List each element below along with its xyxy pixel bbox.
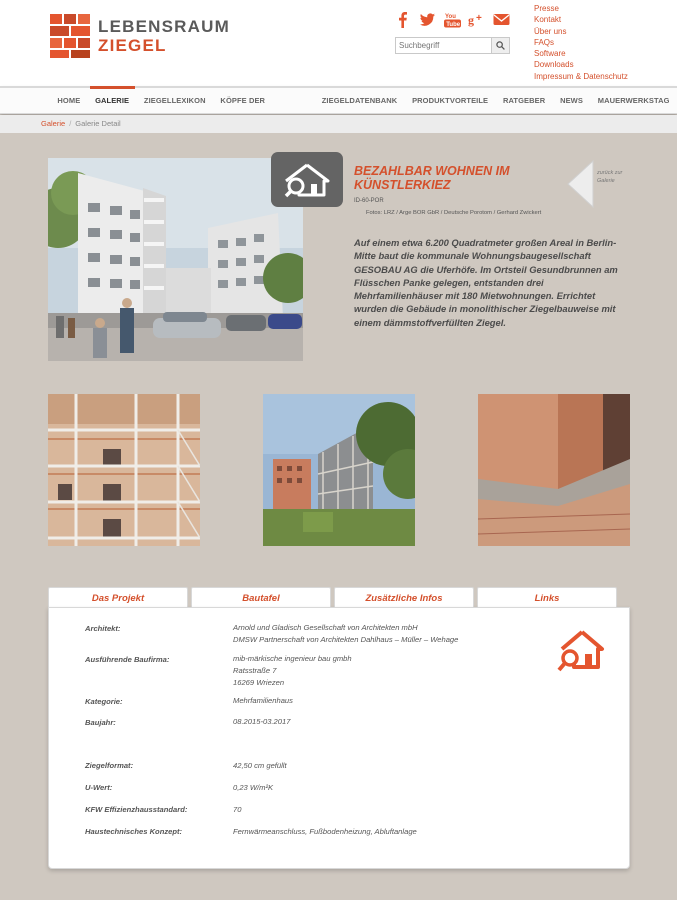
search-icon [496, 41, 505, 50]
tab-links[interactable]: Links [477, 587, 617, 609]
quicklink-downloads[interactable]: Downloads [534, 60, 574, 70]
logo-wordmark-bottom: ZIEGEL [98, 36, 167, 55]
breadcrumb-link-galerie[interactable]: Galerie [41, 119, 66, 128]
baufirma-value [233, 653, 352, 690]
site-header [0, 0, 677, 86]
baujahr-value: 08.2015-03.2017 [233, 717, 291, 726]
svg-text:You: You [444, 13, 456, 20]
architekt-line-2: DMSW Partnerschaft von Architekten Dahlhaus – Müller – Wehage [233, 635, 459, 645]
breadcrumb-bar [0, 115, 677, 133]
quicklink-impressum[interactable]: Impressum & Datenschutz [534, 71, 628, 81]
architekt-label: Architekt: [85, 624, 121, 633]
baufirma-line-3: 16269 Wriezen [233, 678, 285, 688]
thumbnail-scaffolding[interactable] [48, 394, 200, 546]
kategorie-value: Mehrfamilienhaus [233, 696, 293, 705]
nav-item-mauerwerkstag[interactable]: MAUERWERKSTAG [597, 96, 670, 105]
logo-wordmark-top: LEBENSRAUM [98, 17, 230, 36]
thumbnail-brick-corner[interactable] [478, 394, 630, 546]
kategorie-label: Kategorie: [85, 697, 123, 706]
house-search-icon [281, 162, 333, 198]
google-plus-icon[interactable] [468, 11, 485, 28]
quicklink-faqs[interactable]: FAQs [534, 37, 555, 47]
breadcrumb [41, 115, 121, 133]
project-tabs [48, 587, 630, 609]
architekt-line-1: Arnold und Gladisch Gesellschaft von Architekten mbH [233, 623, 418, 632]
konzept-value: Fernwärmeanschluss, Fußbodenheizung, Abluftanlage [233, 827, 417, 836]
quicklink-software[interactable]: Software [534, 49, 566, 59]
quicklinks-menu [534, 3, 674, 82]
main-photo[interactable] [48, 158, 303, 361]
baufirma-line-1: mib-märkische ingenieur bau gmbh [233, 654, 352, 663]
search-input[interactable] [396, 38, 492, 53]
project-id: ID-60-POR [354, 198, 384, 204]
uwert-label: U-Wert: [85, 783, 113, 792]
architekt-value [233, 622, 458, 646]
nav-item-home[interactable]: HOME [57, 96, 81, 105]
breadcrumb-separator: / [69, 119, 72, 128]
breadcrumb-current: Galerie Detail [75, 119, 121, 128]
mail-icon[interactable] [493, 11, 510, 28]
svg-text:Tube: Tube [445, 21, 460, 28]
social-links [394, 9, 510, 29]
quicklink-kontakt[interactable]: Kontakt [534, 15, 562, 25]
search-button[interactable] [491, 38, 509, 53]
nav-item-ratgeber[interactable]: RATGEBER [502, 96, 546, 105]
nav-item-koepfe[interactable]: KÖPFE DER [220, 96, 266, 105]
baujahr-label: Baujahr: [85, 718, 116, 727]
ziegelformat-value: 42,50 cm gefüllt [233, 761, 287, 770]
nav-item-produktvorteile[interactable]: PRODUKTVORTEILE [412, 96, 489, 105]
ziegelformat-label: Ziegelformat: [85, 761, 134, 770]
nav-item-galerie[interactable]: GALERIE [88, 88, 137, 114]
baufirma-line-2: Ratsstraße 7 [233, 666, 277, 676]
project-title: BEZAHLBAR WOHNEN IM KÜNSTLERKIEZ [354, 164, 510, 192]
main-navigation [0, 86, 677, 114]
back-to-gallery-link[interactable]: zurück zur Galerie [597, 170, 623, 184]
uwert-value: 0,23 W/m²K [233, 783, 274, 792]
youtube-icon[interactable] [444, 11, 461, 28]
thumbnail-building-site[interactable] [263, 394, 415, 546]
baufirma-label: Ausführende Baufirma: [85, 655, 170, 664]
konzept-label: Haustechnisches Konzept: [85, 827, 183, 836]
twitter-icon[interactable] [419, 11, 436, 28]
facebook-icon[interactable] [394, 11, 411, 28]
quicklink-presse[interactable]: Presse [534, 4, 559, 13]
photo-credit: Fotos: LRZ / Arge BOR GbR / Deutsche Porotom / Gerhard Zwickert [366, 210, 542, 216]
tab-bautafel[interactable]: Bautafel [191, 587, 331, 609]
house-search-badge [271, 152, 343, 207]
svg-text:g: g [468, 12, 475, 27]
search-box [395, 37, 510, 54]
nav-item-news[interactable]: NEWS [560, 96, 583, 105]
quicklink-ueber-uns[interactable]: Über uns [534, 26, 567, 36]
kfw-value: 70 [233, 805, 242, 814]
nav-item-ziegellexikon[interactable]: ZIEGELLEXIKON [143, 96, 206, 105]
kfw-label: KFW Effizienzhausstandard: [85, 805, 188, 814]
svg-text:+: + [476, 12, 483, 24]
tab-zusaetzliche-infos[interactable]: Zusätzliche Infos [334, 587, 474, 609]
logo-brick-icon [48, 12, 92, 60]
house-search-icon [556, 629, 606, 672]
project-description: Auf einem etwa 6.200 Quadratmeter großen Areal in Berlin-Mitte baut die kommunale Wohnungsbaugesellschaft GESOBAU AG die Uferhöfe. Im Ortsteil Gesundbrunnen am Flüsschen Panke gelegen, entstanden drei Mehrfamilienhäuser mit 180 Mietwohnungen. Errichtet wurden die Gebäude in monolithischer Ziegelbauweise mit einem dämmstoffverfüllten Ziegel. [354, 237, 618, 328]
nav-item-ziegeldatenbank[interactable]: ZIEGELDATENBANK [321, 96, 398, 105]
tab-das-projekt[interactable]: Das Projekt [48, 587, 188, 609]
bautafel-panel [48, 607, 630, 869]
site-logo[interactable] [48, 12, 230, 62]
